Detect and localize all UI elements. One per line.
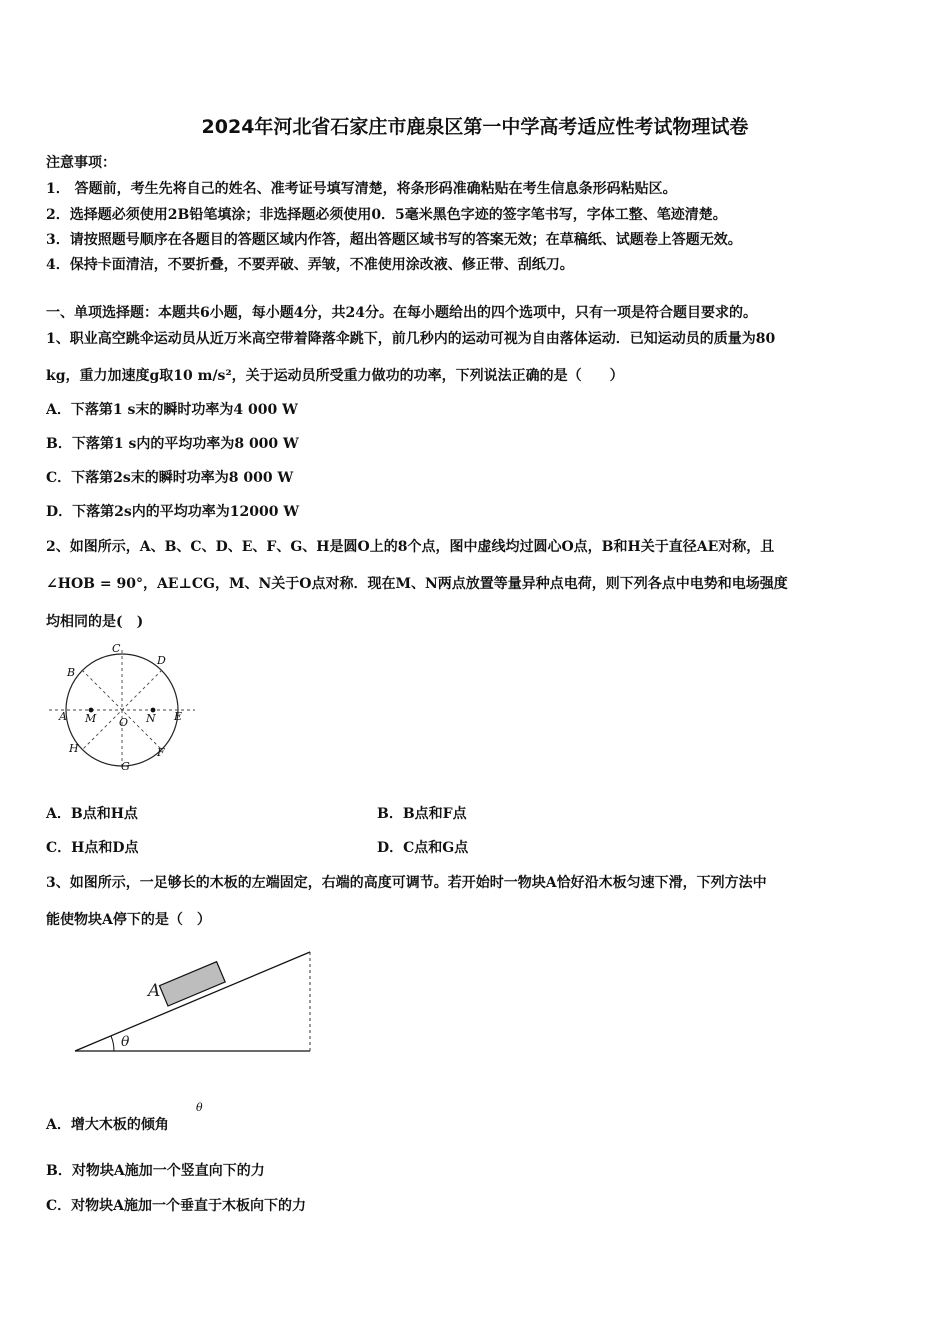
- q1-option-d: D．下落第2s内的平均功率为12000 W: [46, 504, 300, 520]
- q2-stem-line1: 2、如图所示，A、B、C、D、E、F、G、H是圆O上的8个点，图中虚线均过圆心O点，B和H关于直径AE对称，且: [46, 539, 775, 555]
- exam-title: 2024年河北省石家庄市鹿泉区第一中学高考适应性考试物理试卷: [201, 116, 749, 138]
- label-f: F: [157, 746, 165, 759]
- label-h: H: [69, 742, 79, 755]
- block-label: A: [148, 981, 161, 1001]
- notice-item-4: 4．保持卡面清洁，不要折叠，不要弄破、弄皱，不准使用涂改液、修正带、刮纸刀。: [46, 257, 574, 273]
- label-m: M: [85, 712, 97, 725]
- q3-stem-line1: 3、如图所示，一足够长的木板的左端固定，右端的高度可调节。若开始时一物块A恰好沿木板匀速下滑，下列方法中: [46, 875, 767, 891]
- q3-option-b: B．对物块A施加一个竖直向下的力: [46, 1163, 265, 1179]
- label-c: C: [112, 642, 121, 655]
- label-b: B: [67, 666, 76, 679]
- label-g: G: [121, 760, 130, 773]
- incline-diagram: [70, 944, 320, 1059]
- angle-label: θ: [121, 1034, 130, 1050]
- notice-item-2: 2．选择题必须使用2B铅笔填涂；非选择题必须使用0．5毫米黑色字迹的签字笔书写，字体工整、笔迹清楚。: [46, 207, 727, 223]
- notice-item-1: 1． 答题前，考生先将自己的姓名、准考证号填写清楚，将条形码准确粘贴在考生信息条形码粘贴区。: [46, 181, 677, 197]
- q2-option-b: B．B点和F点: [377, 806, 467, 822]
- q1-stem-line2: kg，重力加速度g取10 m/s²，关于运动员所受重力做功的功率，下列说法正确的是（ ）: [46, 368, 624, 384]
- q2-stem-line3: 均相同的是( ): [46, 614, 144, 630]
- label-a: A: [59, 710, 67, 723]
- circle-diagram: [45, 640, 200, 775]
- label-n: N: [146, 712, 156, 725]
- q2-option-c: C．H点和D点: [46, 840, 139, 856]
- q3-option-a: A．增大木板的倾角: [46, 1117, 169, 1133]
- q3-stem-line2: 能使物块A停下的是（ ）: [46, 912, 211, 928]
- q2-option-a: A．B点和H点: [46, 806, 138, 822]
- q1-option-a: A．下落第1 s末的瞬时功率为4 000 W: [46, 402, 298, 418]
- notice-item-3: 3．请按照题号顺序在各题目的答题区域内作答，超出答题区域书写的答案无效；在草稿纸、试题卷上答题无效。: [46, 232, 742, 248]
- q2-option-d: D．C点和G点: [377, 840, 469, 856]
- notice-heading: 注意事项：: [46, 155, 116, 171]
- label-e: E: [174, 710, 183, 723]
- label-d: D: [157, 654, 166, 667]
- q1-stem-line1: 1、职业高空跳伞运动员从近万米高空带着降落伞跳下，前几秒内的运动可视为自由落体运动．已知运动员的质量为80: [46, 331, 776, 347]
- section-heading: 一、单项选择题：本题共6小题，每小题4分，共24分。在每小题给出的四个选项中，只有一项是符合题目要求的。: [46, 305, 757, 321]
- q1-option-b: B．下落第1 s内的平均功率为8 000 W: [46, 436, 299, 452]
- q2-stem-line2: ∠HOB = 90°，AE⊥CG，M、N关于O点对称．现在M、N两点放置等量异种点电荷，则下列各点中电势和电场强度: [46, 576, 788, 592]
- q3-option-c: C．对物块A施加一个垂直于木板向下的力: [46, 1198, 307, 1214]
- theta-superscript: θ: [196, 1101, 203, 1114]
- q1-option-c: C．下落第2s末的瞬时功率为8 000 W: [46, 470, 294, 486]
- label-o: O: [119, 716, 129, 729]
